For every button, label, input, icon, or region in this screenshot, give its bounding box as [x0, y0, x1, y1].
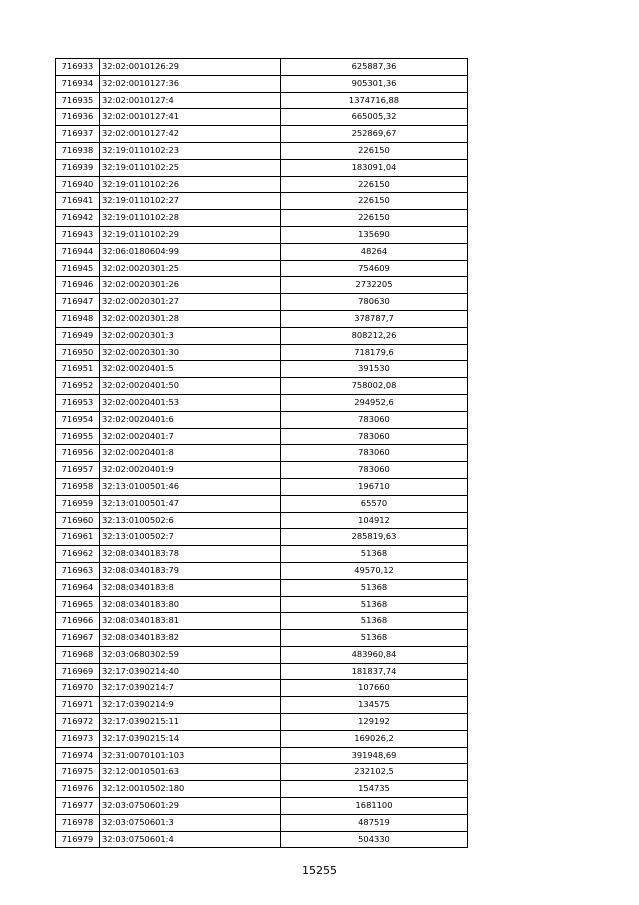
row-number-cell: 716961: [56, 529, 100, 546]
table-row: [56, 798, 468, 815]
row-number-cell: 716938: [56, 142, 100, 159]
cadastral-number-cell: 32:17:0390214:40: [100, 663, 281, 680]
cadastral-number-cell: 32:17:0390215:11: [100, 714, 281, 731]
value-cell: 1681100: [281, 798, 468, 815]
table-body: [56, 59, 468, 848]
cadastral-number-cell: 32:08:0340183:78: [100, 546, 281, 563]
cadastral-number-cell: 32:06:0180604:99: [100, 243, 281, 260]
row-number-cell: 716960: [56, 512, 100, 529]
value-cell: 1374716,88: [281, 92, 468, 109]
value-cell: 51368: [281, 579, 468, 596]
table-row: [56, 562, 468, 579]
cadastral-number-cell: 32:13:0100501:46: [100, 478, 281, 495]
row-number-cell: 716955: [56, 428, 100, 445]
value-cell: 226150: [281, 193, 468, 210]
row-number-cell: 716963: [56, 562, 100, 579]
row-number-cell: 716976: [56, 781, 100, 798]
row-number-cell: 716962: [56, 546, 100, 563]
row-number-cell: 716942: [56, 210, 100, 227]
cadastral-number-cell: 32:02:0020301:25: [100, 260, 281, 277]
cadastral-number-cell: 32:02:0020401:9: [100, 462, 281, 479]
value-cell: 780630: [281, 294, 468, 311]
row-number-cell: 716969: [56, 663, 100, 680]
cadastral-number-cell: 32:02:0010127:36: [100, 75, 281, 92]
value-cell: 285819,63: [281, 529, 468, 546]
row-number-cell: 716947: [56, 294, 100, 311]
row-number-cell: 716946: [56, 277, 100, 294]
row-number-cell: 716979: [56, 831, 100, 848]
value-cell: 665005,32: [281, 109, 468, 126]
table-row: [56, 663, 468, 680]
value-cell: 183091,04: [281, 159, 468, 176]
cadastral-number-cell: 32:02:0020301:3: [100, 327, 281, 344]
table-row: [56, 126, 468, 143]
row-number-cell: 716977: [56, 798, 100, 815]
table-row: [56, 512, 468, 529]
cadastral-number-cell: 32:02:0020301:26: [100, 277, 281, 294]
table-row: [56, 546, 468, 563]
value-cell: 154735: [281, 781, 468, 798]
value-cell: 196710: [281, 478, 468, 495]
row-number-cell: 716966: [56, 613, 100, 630]
value-cell: 294952,6: [281, 394, 468, 411]
table-row: [56, 445, 468, 462]
table-row: [56, 714, 468, 731]
row-number-cell: 716965: [56, 596, 100, 613]
table-row: [56, 142, 468, 159]
cadastral-number-cell: 32:19:0110102:25: [100, 159, 281, 176]
value-cell: 181837,74: [281, 663, 468, 680]
cadastral-number-cell: 32:02:0020401:50: [100, 378, 281, 395]
table-row: [56, 428, 468, 445]
row-number-cell: 716958: [56, 478, 100, 495]
table-row: [56, 361, 468, 378]
value-cell: 504330: [281, 831, 468, 848]
row-number-cell: 716937: [56, 126, 100, 143]
page-number: 15255: [302, 864, 337, 877]
table-row: [56, 495, 468, 512]
row-number-cell: 716943: [56, 226, 100, 243]
cadastral-number-cell: 32:02:0020301:30: [100, 344, 281, 361]
value-cell: 2732205: [281, 277, 468, 294]
value-cell: 51368: [281, 546, 468, 563]
table-row: [56, 226, 468, 243]
cadastral-number-cell: 32:19:0110102:28: [100, 210, 281, 227]
table-row: [56, 411, 468, 428]
table-row: [56, 394, 468, 411]
table-row: [56, 277, 468, 294]
row-number-cell: 716950: [56, 344, 100, 361]
table-row: [56, 630, 468, 647]
value-cell: 49570,12: [281, 562, 468, 579]
row-number-cell: 716941: [56, 193, 100, 210]
cadastral-number-cell: 32:03:0750601:29: [100, 798, 281, 815]
row-number-cell: 716971: [56, 697, 100, 714]
value-cell: 51368: [281, 596, 468, 613]
value-cell: 51368: [281, 630, 468, 647]
table-row: [56, 764, 468, 781]
cadastral-number-cell: 32:12:0010501:63: [100, 764, 281, 781]
table-row: [56, 613, 468, 630]
value-cell: 758002,08: [281, 378, 468, 395]
cadastral-number-cell: 32:03:0680302:59: [100, 646, 281, 663]
cadastral-number-cell: 32:02:0020401:8: [100, 445, 281, 462]
row-number-cell: 716972: [56, 714, 100, 731]
cadastral-number-cell: 32:13:0100502:7: [100, 529, 281, 546]
table-row: [56, 730, 468, 747]
table-row: [56, 75, 468, 92]
table-row: [56, 579, 468, 596]
value-cell: 487519: [281, 814, 468, 831]
cadastral-number-cell: 32:08:0340183:81: [100, 613, 281, 630]
cadastral-number-cell: 32:02:0020401:53: [100, 394, 281, 411]
value-cell: 252869,67: [281, 126, 468, 143]
cadastral-number-cell: 32:02:0020401:7: [100, 428, 281, 445]
value-cell: 378787,7: [281, 310, 468, 327]
value-cell: 169026,2: [281, 730, 468, 747]
value-cell: 51368: [281, 613, 468, 630]
table-row: [56, 176, 468, 193]
value-cell: 226150: [281, 142, 468, 159]
row-number-cell: 716939: [56, 159, 100, 176]
row-number-cell: 716945: [56, 260, 100, 277]
value-cell: 134575: [281, 697, 468, 714]
table-row: [56, 596, 468, 613]
value-cell: 754609: [281, 260, 468, 277]
row-number-cell: 716940: [56, 176, 100, 193]
value-cell: 391948,69: [281, 747, 468, 764]
cadastral-number-cell: 32:02:0020301:27: [100, 294, 281, 311]
row-number-cell: 716936: [56, 109, 100, 126]
table-row: [56, 781, 468, 798]
table-row: [56, 646, 468, 663]
table-row: [56, 814, 468, 831]
value-cell: 783060: [281, 462, 468, 479]
cadastral-number-cell: 32:17:0390215:14: [100, 730, 281, 747]
row-number-cell: 716974: [56, 747, 100, 764]
row-number-cell: 716944: [56, 243, 100, 260]
value-cell: 129192: [281, 714, 468, 731]
table-row: [56, 680, 468, 697]
cadastral-value-table: [55, 58, 468, 848]
table-row: [56, 243, 468, 260]
cadastral-number-cell: 32:08:0340183:8: [100, 579, 281, 596]
cadastral-number-cell: 32:02:0020401:5: [100, 361, 281, 378]
cadastral-number-cell: 32:17:0390214:9: [100, 697, 281, 714]
cadastral-number-cell: 32:08:0340183:80: [100, 596, 281, 613]
row-number-cell: 716959: [56, 495, 100, 512]
cadastral-number-cell: 32:13:0100501:47: [100, 495, 281, 512]
cadastral-number-cell: 32:08:0340183:79: [100, 562, 281, 579]
value-cell: 625887,36: [281, 59, 468, 76]
row-number-cell: 716949: [56, 327, 100, 344]
row-number-cell: 716933: [56, 59, 100, 76]
row-number-cell: 716978: [56, 814, 100, 831]
cadastral-number-cell: 32:19:0110102:29: [100, 226, 281, 243]
cadastral-number-cell: 32:19:0110102:23: [100, 142, 281, 159]
value-cell: 232102,5: [281, 764, 468, 781]
row-number-cell: 716970: [56, 680, 100, 697]
cadastral-number-cell: 32:12:0010502:180: [100, 781, 281, 798]
row-number-cell: 716957: [56, 462, 100, 479]
cadastral-number-cell: 32:03:0750601:4: [100, 831, 281, 848]
row-number-cell: 716954: [56, 411, 100, 428]
table-row: [56, 159, 468, 176]
value-cell: 483960,84: [281, 646, 468, 663]
value-cell: 135690: [281, 226, 468, 243]
cadastral-number-cell: 32:08:0340183:82: [100, 630, 281, 647]
value-cell: 104912: [281, 512, 468, 529]
cadastral-number-cell: 32:02:0010126:29: [100, 59, 281, 76]
table-row: [56, 747, 468, 764]
value-cell: 783060: [281, 428, 468, 445]
cadastral-number-cell: 32:19:0110102:26: [100, 176, 281, 193]
cadastral-number-cell: 32:02:0020401:6: [100, 411, 281, 428]
row-number-cell: 716967: [56, 630, 100, 647]
table-row: [56, 327, 468, 344]
table-row: [56, 478, 468, 495]
row-number-cell: 716975: [56, 764, 100, 781]
table-row: [56, 529, 468, 546]
table-row: [56, 210, 468, 227]
row-number-cell: 716953: [56, 394, 100, 411]
cadastral-number-cell: 32:17:0390214:7: [100, 680, 281, 697]
cadastral-number-cell: 32:13:0100502:6: [100, 512, 281, 529]
value-cell: 107660: [281, 680, 468, 697]
value-cell: 226150: [281, 176, 468, 193]
cadastral-number-cell: 32:02:0010127:41: [100, 109, 281, 126]
cadastral-number-cell: 32:02:0010127:42: [100, 126, 281, 143]
table-row: [56, 462, 468, 479]
table-row: [56, 59, 468, 76]
table-row: [56, 109, 468, 126]
cadastral-number-cell: 32:02:0020301:28: [100, 310, 281, 327]
row-number-cell: 716973: [56, 730, 100, 747]
row-number-cell: 716948: [56, 310, 100, 327]
value-cell: 783060: [281, 445, 468, 462]
row-number-cell: 716956: [56, 445, 100, 462]
table-row: [56, 378, 468, 395]
row-number-cell: 716951: [56, 361, 100, 378]
value-cell: 783060: [281, 411, 468, 428]
value-cell: 808212,26: [281, 327, 468, 344]
row-number-cell: 716935: [56, 92, 100, 109]
row-number-cell: 716934: [56, 75, 100, 92]
cadastral-number-cell: 32:19:0110102:27: [100, 193, 281, 210]
table-row: [56, 697, 468, 714]
value-cell: 226150: [281, 210, 468, 227]
cadastral-number-cell: 32:02:0010127:4: [100, 92, 281, 109]
table-row: [56, 831, 468, 848]
row-number-cell: 716968: [56, 646, 100, 663]
table-row: [56, 344, 468, 361]
table-row: [56, 92, 468, 109]
row-number-cell: 716964: [56, 579, 100, 596]
table-row: [56, 193, 468, 210]
value-cell: 391530: [281, 361, 468, 378]
row-number-cell: 716952: [56, 378, 100, 395]
table-row: [56, 310, 468, 327]
value-cell: 905301,36: [281, 75, 468, 92]
table-row: [56, 294, 468, 311]
cadastral-number-cell: 32:03:0750601:3: [100, 814, 281, 831]
value-cell: 48264: [281, 243, 468, 260]
cadastral-number-cell: 32:31:0070101:103: [100, 747, 281, 764]
table-row: [56, 260, 468, 277]
value-cell: 718179,6: [281, 344, 468, 361]
value-cell: 65570: [281, 495, 468, 512]
